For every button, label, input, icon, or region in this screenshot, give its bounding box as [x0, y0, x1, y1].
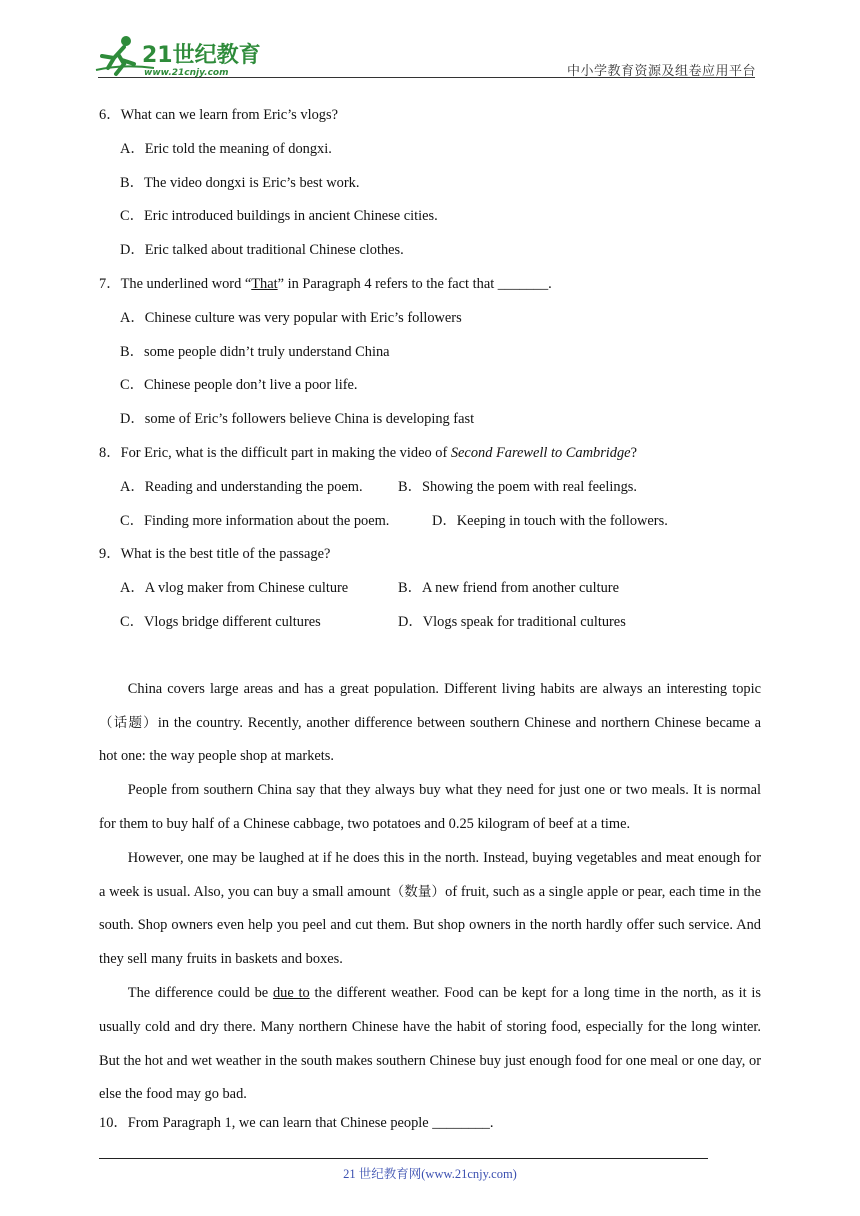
q9-option-d: D．Vlogs speak for traditional cultures [398, 613, 626, 630]
question-9-stem: 9．What is the best title of the passage? [99, 546, 331, 563]
q8-options-row-2 [99, 510, 761, 544]
q8-option-d: D．Keeping in touch with the followers. [432, 512, 668, 529]
q6-option-b: B．The video dongxi is Eric’s best work. [120, 174, 360, 191]
q9-option-a: A．A vlog maker from Chinese culture [120, 580, 349, 597]
content [99, 104, 761, 1146]
svg-text:www.21cnjy.com: www.21cnjy.com [144, 68, 229, 78]
underlined-phrase: due to [272, 984, 310, 1001]
q9-options-row-1 [99, 577, 761, 611]
q7-option-b: B．some people didn’t truly understand China [120, 343, 390, 360]
question-8-stem: 8．For Eric, what is the difficult part in making the video of Second Farewell to Cambridge? [99, 444, 637, 461]
question-6-stem: 6．What can we learn from Eric’s vlogs? [99, 107, 338, 123]
q8-option-a: A．Reading and understanding the poem. [120, 478, 363, 495]
footer-text: 21 世纪教育网(www.21cnjy.com) [343, 1167, 517, 1181]
svg-text:21世纪教育: 21世纪教育 [142, 43, 261, 68]
logo [94, 34, 264, 78]
q9-options-row-2 [99, 611, 761, 645]
passage-paragraph-1: China covers large areas and has a great population. Different living habits are always an interesting topic（话题）in the country. Recently, another difference between southern Chinese and northern Chinese became a hot one: the way people shop at markets. [99, 680, 762, 765]
poem-title: Second Farewell to Cambridge [450, 444, 631, 461]
q9-option-b: B．A new friend from another culture [398, 580, 619, 597]
q6-option-a: A．Eric told the meaning of dongxi. [120, 140, 332, 157]
passage-paragraph-3: However, one may be laughed at if he does this in the north. Instead, buying vegetables and meat enough for a week is usual. Also, you can buy a small amount（数量）of fruit, such as a single apple or pear, each time in the south. Shop owners even help you peel and cut them. But shop owners in the north hardly offer such service. And they sell many fruits in baskets and boxes. [99, 849, 761, 968]
underlined-word: That [251, 275, 278, 292]
question-10-stem: 10．From Paragraph 1, we can learn that Chinese people ________. [99, 1115, 494, 1132]
page-header [0, 0, 860, 80]
question-7-stem: 7．The underlined word “That” in Paragraph 4 refers to the fact that _______. [99, 275, 552, 292]
runner-logo-icon [94, 34, 264, 78]
q7-option-a: A．Chinese culture was very popular with Eric’s followers [120, 309, 462, 326]
q9-option-c: C．Vlogs bridge different cultures [120, 613, 321, 630]
q6-option-d: D．Eric talked about traditional Chinese clothes. [120, 242, 404, 259]
q8-option-b: B．Showing the poem with real feelings. [398, 478, 638, 495]
q8-option-c: C．Finding more information about the poem. [120, 512, 390, 529]
q7-option-d: D．some of Eric’s followers believe China is developing fast [120, 411, 475, 428]
passage-paragraph-2: People from southern China say that they always buy what they need for just one or two meals. It is normal for them to buy half of a Chinese cabbage, two potatoes and 0.25 kilogram of beef at a time. [99, 782, 761, 832]
header-divider [98, 77, 755, 78]
passage-paragraph-4: The difference could be due to the different weather. Food can be kept for a long time in the north, as it is usually cold and dry there. Many northern Chinese have the habit of storing food, especially for the long winter. But the hot and wet weather in the south makes southern Chinese buy just enough food for one meal or one day, or else the food may go bad. [99, 984, 761, 1103]
reading-passage [99, 673, 761, 1112]
header-platform-text: 中小学教育资源及组卷应用平台 [566, 64, 756, 79]
q8-options-row-1 [99, 476, 761, 510]
q7-option-c: C．Chinese people don’t live a poor life. [120, 377, 358, 394]
q6-option-c: C．Eric introduced buildings in ancient Chinese cities. [120, 208, 438, 225]
footer-divider [99, 1158, 708, 1159]
